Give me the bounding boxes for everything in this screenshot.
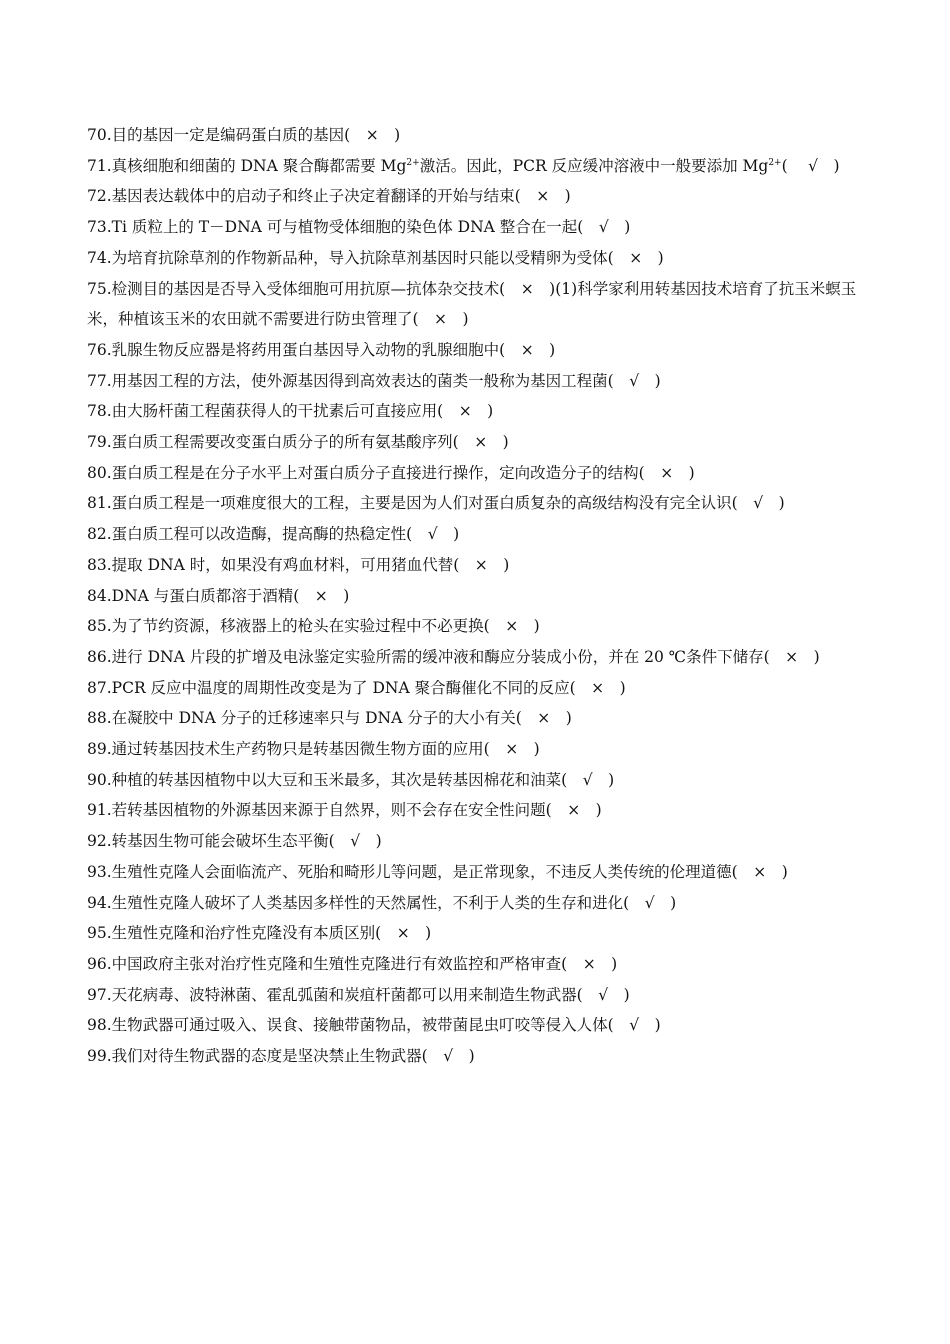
question-79: 79.蛋白质工程需要改变蛋白质分子的所有氨基酸序列( × ) (87, 433, 509, 452)
question-93: 93.生殖性克隆人会面临流产、死胎和畸形儿等问题，是正常现象，不违反人类传统的伦理道德( × ) (87, 862, 788, 881)
question-72: 72.基因表达载体中的启动子和终止子决定着翻译的开始与结束( × ) (87, 187, 571, 206)
question-75: 75.检测目的基因是否导入受体细胞可用抗原—抗体杂交技术( × )(1)科学家利用转基因技术培育了抗玉米螟玉米，种植该玉米的农田就不需要进行防虫管理了( × ) (87, 279, 857, 329)
question-81: 81.蛋白质工程是一项难度很大的工程，主要是因为人们对蛋白质复杂的高级结构没有完全认识( √ ) (87, 494, 785, 513)
question-90: 90.种植的转基因植物中以大豆和玉米最多，其次是转基因棉花和油菜( √ ) (87, 770, 615, 789)
question-88: 88.在凝胶中 DNA 分子的迁移速率只与 DNA 分子的大小有关( × ) (87, 709, 572, 728)
question-84: 84.DNA 与蛋白质都溶于酒精( × ) (87, 586, 350, 605)
question-96: 96.中国政府主张对治疗性克隆和生殖性克隆进行有效监控和严格审查( × ) (87, 954, 618, 973)
question-83: 83.提取 DNA 时，如果没有鸡血材料，可用猪血代替( × ) (87, 555, 510, 574)
question-92: 92.转基因生物可能会破坏生态平衡( √ ) (87, 832, 382, 851)
question-78: 78.由大肠杆菌工程菌获得人的干扰素后可直接应用( × ) (87, 402, 494, 421)
question-86: 86.进行 DNA 片段的扩增及电泳鉴定实验所需的缓冲液和酶应分装成小份，并在 20 ℃条件下储存( × ) (87, 647, 820, 666)
question-85: 85.为了节约资源，移液器上的枪头在实验过程中不必更换( × ) (87, 617, 540, 636)
question-87: 87.PCR 反应中温度的周期性改变是为了 DNA 聚合酶催化不同的反应( × ) (87, 678, 626, 697)
question-82: 82.蛋白质工程可以改造酶，提高酶的热稳定性( √ ) (87, 525, 460, 544)
question-91: 91.若转基因植物的外源基因来源于自然界，则不会存在安全性问题( × ) (87, 801, 602, 820)
question-94: 94.生殖性克隆人破坏了人类基因多样性的天然属性，不利于人类的生存和进化( √ ) (87, 893, 677, 912)
question-98: 98.生物武器可通过吸入、误食、接触带菌物品，被带菌昆虫叮咬等侵入人体( √ ) (87, 1016, 661, 1035)
question-97: 97.天花病毒、波特淋菌、霍乱弧菌和炭疽杆菌都可以用来制造生物武器( √ ) (87, 985, 630, 1004)
question-list (87, 120, 872, 1072)
question-80: 80.蛋白质工程是在分子水平上对蛋白质分子直接进行操作，定向改造分子的结构( × ) (87, 463, 695, 482)
question-76: 76.乳腺生物反应器是将药用蛋白基因导入动物的乳腺细胞中( × ) (87, 340, 556, 359)
superscript-charge-2: 2+ (768, 157, 782, 168)
superscript-charge-1: 2+ (406, 157, 420, 168)
question-71-text-b: 激活。因此，PCR 反应缓冲溶液中一般要添加 Mg (419, 156, 769, 175)
question-89: 89.通过转基因技术生产药物只是转基因微生物方面的应用( × ) (87, 740, 540, 759)
question-74: 74.为培育抗除草剂的作物新品种，导入抗除草剂基因时只能以受精卵为受体( × ) (87, 248, 664, 267)
question-70: 70.目的基因一定是编码蛋白质的基因( × ) (87, 126, 401, 144)
question-99: 99.我们对待生物武器的态度是坚决禁止生物武器( √ ) (87, 1047, 475, 1066)
question-95: 95.生殖性克隆和治疗性克隆没有本质区别( × ) (87, 924, 432, 943)
question-77: 77.用基因工程的方法，使外源基因得到高效表达的菌类一般称为基因工程菌( √ ) (87, 371, 661, 390)
question-71 (87, 151, 872, 182)
question-71-text-a: 71.真核细胞和细菌的 DNA 聚合酶都需要 Mg (87, 156, 407, 175)
question-71-answer: ( √ ) (781, 156, 840, 175)
question-73: 73.Ti 质粒上的 T－DNA 可与植物受体细胞的染色体 DNA 整合在一起( √ ) (87, 218, 631, 237)
